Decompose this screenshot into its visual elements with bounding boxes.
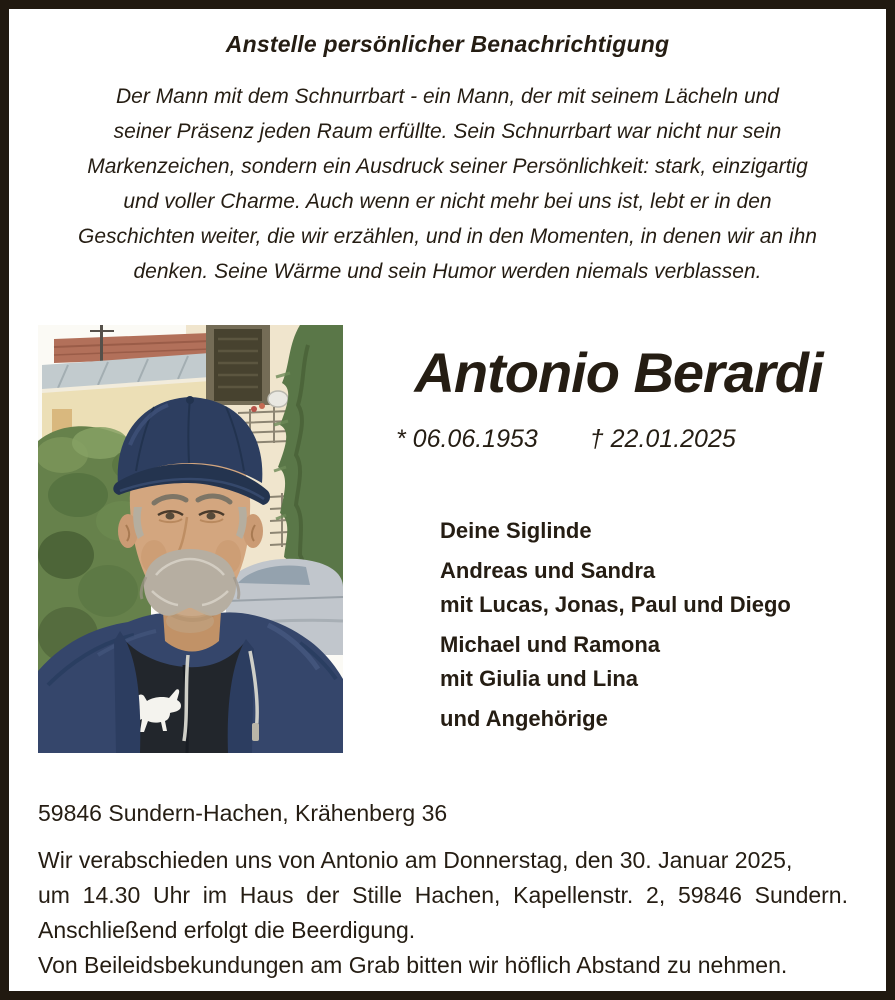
funeral-line: Wir verabschieden uns von Antonio am Donnerstag, den 30. Januar 2025,	[38, 847, 793, 873]
eulogy-line: denken. Seine Wärme und sein Humor werden niemals verblassen.	[133, 260, 762, 283]
funeral-text	[38, 843, 848, 983]
address-line: 59846 Sundern-Hachen, Krähenberg 36	[38, 800, 448, 826]
funeral-line: Anschließend erfolgt die Beerdigung.	[38, 917, 416, 943]
eulogy-text	[19, 79, 876, 289]
deceased-name: Antonio Berardi	[414, 341, 823, 404]
portrait-photo	[38, 325, 343, 753]
deceased-info	[360, 325, 877, 736]
mourner-line: Michael und Ramona	[440, 632, 661, 657]
eulogy-line: Geschichten weiter, die wir erzählen, und in den Momenten, in denen wir an ihn	[78, 225, 817, 248]
eulogy-line: seiner Präsenz jeden Raum erfüllte. Sein Schnurrbart war nicht nur sein	[113, 120, 782, 143]
mourners-list	[360, 514, 877, 736]
funeral-line: um 14.30 Uhr im Haus der Stille Hachen, Kapellenstr. 2, 59846 Sundern.	[38, 882, 848, 908]
birth-date: * 06.06.1953	[396, 425, 538, 453]
death-date: † 22.01.2025	[589, 425, 736, 453]
funeral-details	[38, 799, 848, 983]
eulogy-line: und voller Charme. Auch wenn er nicht mehr bei uns ist, lebt er in den	[123, 190, 772, 213]
eulogy-line: Markenzeichen, sondern ein Ausdruck seiner Persönlichkeit: stark, einzigartig	[87, 155, 808, 178]
eulogy-line: Der Mann mit dem Schnurrbart - ein Mann, der mit seinem Lächeln und	[116, 85, 779, 108]
mourner-line: und Angehörige	[440, 706, 608, 731]
mourner-line: Deine Siglinde	[440, 518, 592, 543]
mourner-line: mit Lucas, Jonas, Paul und Diego	[440, 592, 791, 617]
mourner-line: mit Giulia und Lina	[440, 666, 638, 691]
life-dates	[360, 425, 877, 454]
mourner-line: Andreas und Sandra	[440, 558, 656, 583]
notice-header: Anstelle persönlicher Benachrichtigung	[225, 31, 670, 57]
funeral-line: Von Beileidsbekundungen am Grab bitten wir höflich Abstand zu nehmen.	[38, 952, 788, 978]
